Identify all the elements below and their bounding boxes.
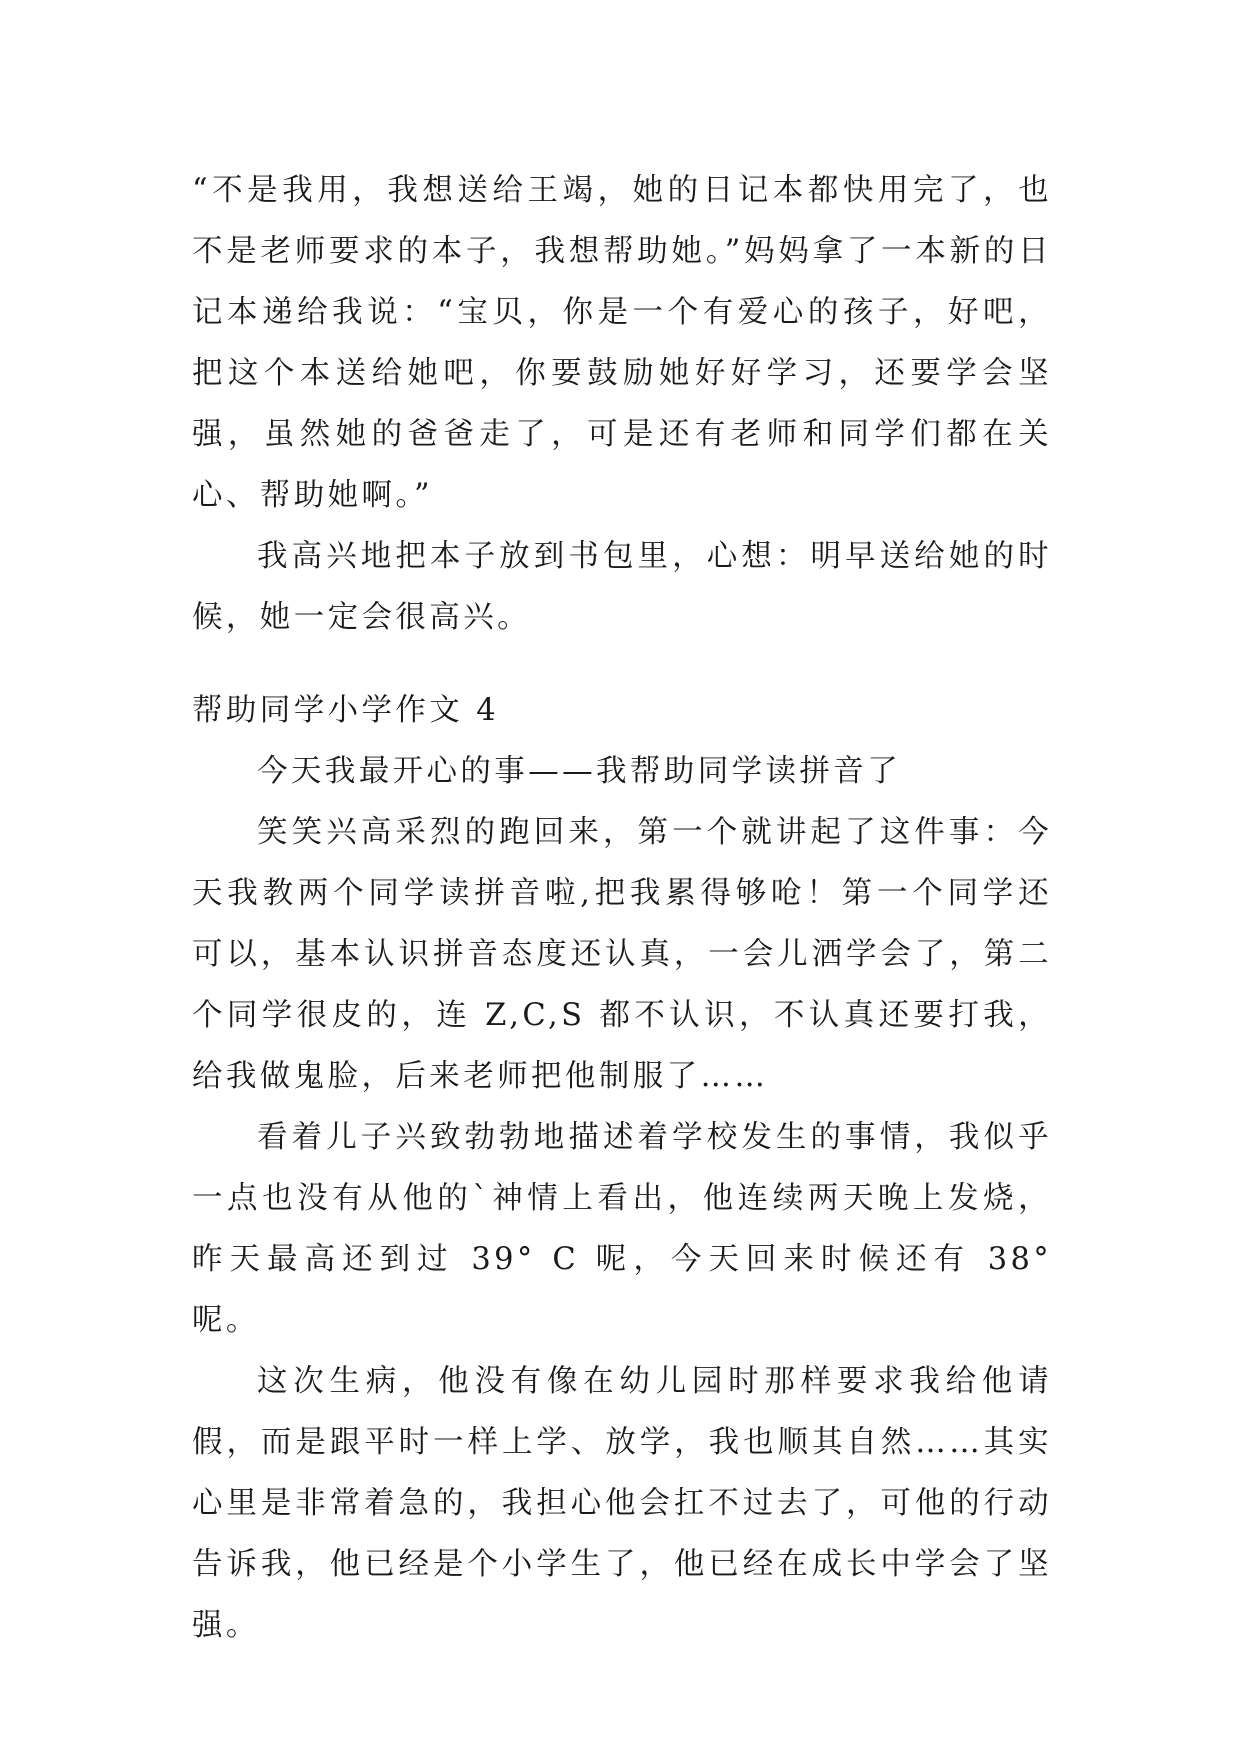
essay-section (192, 680, 1052, 1656)
paragraph-reflection: 这次生病，他没有像在幼儿园时那样要求我给他请假，而是跟平时一样上学、放学，我也顺其自然……其实心里是非常着急的，我担心他会扛不过去了，可他的行动告诉我，他已经是个小学生了，他已经在成长中学会了坚强。 (192, 1364, 1052, 1643)
continued-story (192, 160, 1052, 648)
section-title: 帮助同学小学作文 4 (192, 693, 500, 728)
paragraph-dialogue: “不是我用，我想送给王竭，她的日记本都快用完了，也不是老师要求的本子，我想帮助她。”妈妈拿了一本新的日记本递给我说：“宝贝，你是一个有爱心的孩子，好吧，把这个本送给她吧，你要鼓励她好好学习，还要学会坚强，虽然她的爸爸走了，可是还有老师和同学们都在关心、帮助她啊。” (192, 173, 1052, 513)
essay-subtitle: 今天我最开心的事——我帮助同学读拼音了 (257, 754, 902, 789)
paragraph-observation: 看着儿子兴致勃勃地描述着学校发生的事情，我似乎一点也没有从他的`神情上看出，他连续两天晚上发烧，昨天最高还到过 39° C 呢，今天回来时候还有 38° 呢。 (192, 1120, 1052, 1338)
paragraph-story: 笑笑兴高采烈的跑回来，第一个就讲起了这件事：今天我教两个同学读拼音啦,把我累得够呛！第一个同学还可以，基本认识拼音态度还认真，一会儿洒学会了，第二个同学很皮的，连 Z,C,S 都不认识，不认真还要打我，给我做鬼脸，后来老师把他制服了…… (192, 815, 1052, 1094)
paragraph-ending: 我高兴地把本子放到书包里，心想：明早送给她的时候，她一定会很高兴。 (192, 539, 1052, 635)
